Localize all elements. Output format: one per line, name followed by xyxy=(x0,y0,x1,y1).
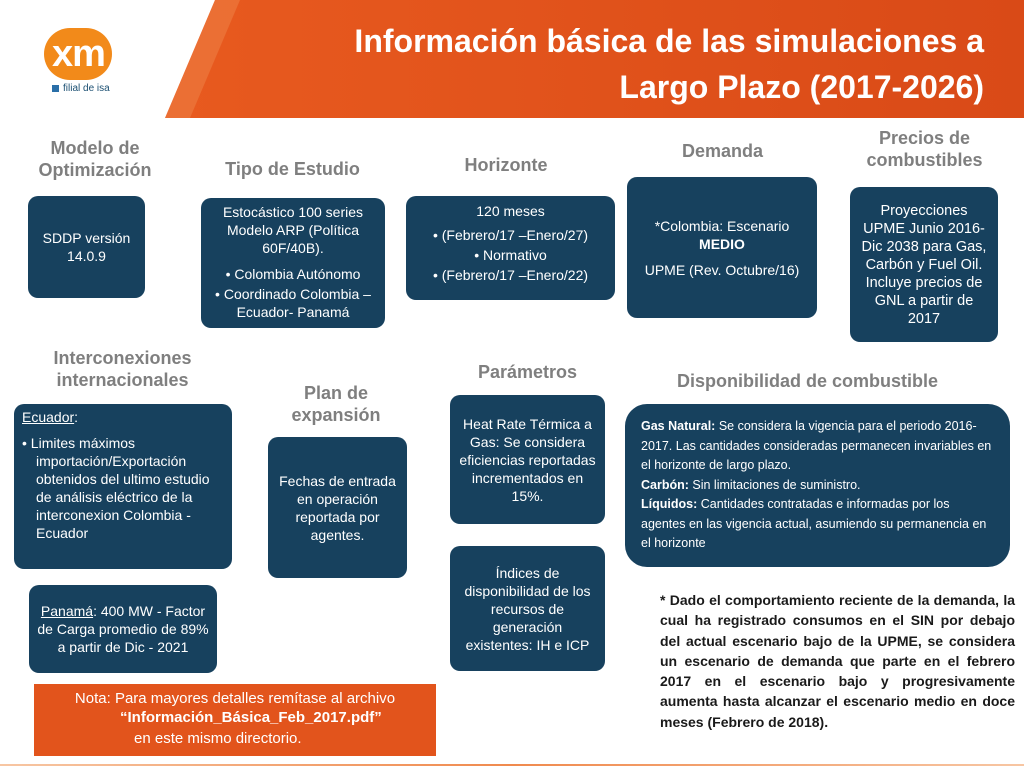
bottom-accent-line xyxy=(0,762,1024,768)
precios-text: Proyecciones UPME Junio 2016-Dic 2038 para Gas, Carbón y Fuel Oil. Incluye precios de GNL a partir de 2017 xyxy=(861,202,987,327)
logo-mark: xm xyxy=(52,33,105,75)
ecuador-bullet: • Limites máximos importación/Exportación obtenidos del ultimo estudio de análisis eléctrico de la interconexion Colombia - Ecuador xyxy=(22,434,224,542)
indices-box xyxy=(450,546,605,671)
tipo-list xyxy=(209,263,377,323)
horizonte-line1: 120 meses xyxy=(476,203,545,219)
tipo-intro: Estocástico 100 series Modelo ARP (Política 60F/40B). xyxy=(222,204,364,256)
demanda-line2: MEDIO xyxy=(699,235,745,252)
horizonte-bullet: • (Febrero/17 –Enero/22) xyxy=(433,266,588,284)
page-title: Información básica de las simulaciones a Largo Plazo (2017-2026) xyxy=(354,23,984,105)
ecuador-title: Ecuador: xyxy=(22,409,79,425)
liquidos-line: Líquidos: Cantidades contratadas e informadas por los agentes en las vigencia actual, asumiendo su permanencia en el horizonte xyxy=(641,497,987,551)
panama-box xyxy=(29,585,217,673)
indices-text: Índices de disponibilidad de los recursos de generación existentes: IH e ICP xyxy=(464,564,591,653)
ecuador-box xyxy=(14,404,232,569)
parametros-heading: Parámetros xyxy=(477,362,578,382)
nota-box xyxy=(34,684,436,756)
horizonte-heading: Horizonte xyxy=(464,155,548,175)
horizonte-list xyxy=(433,224,588,286)
modelo-text: SDDP versión 14.0.9 xyxy=(42,230,131,264)
demanda-box xyxy=(627,177,817,318)
demanda-heading: Demanda xyxy=(681,141,764,161)
precios-box xyxy=(850,187,998,342)
nota-line2: “Información_Básica_Feb_2017.pdf” xyxy=(120,709,382,726)
panama-label: Panamá xyxy=(40,603,94,619)
nota-line3: en este mismo directorio. xyxy=(134,730,302,747)
disponibilidad-heading: Disponibilidad de combustible xyxy=(676,371,939,391)
modelo-box xyxy=(28,196,145,298)
precios-heading: Precios de combustibles xyxy=(866,128,983,170)
plan-text: Fechas de entrada en operación reportada por agentes. xyxy=(279,472,396,543)
plan-heading: Plan de expansión xyxy=(291,383,381,425)
plan-box xyxy=(268,437,407,578)
tipo-heading: Tipo de Estudio xyxy=(225,159,360,179)
interconexiones-heading: Interconexiones internacionales xyxy=(53,348,192,390)
horizonte-bullet: • Normativo xyxy=(433,246,588,264)
modelo-heading: Modelo de Optimización xyxy=(38,138,152,180)
demand-footnote: * Dado el comportamiento reciente de la demanda, la cual ha registrado consumos en el SIN por debajo del actual escenario bajo de la UPME, se considera un escenario de demanda que parte en el febrero 2017 en el escenario bajo y progresivamente aumenta hasta alcanzar el escenario medio en doce meses (Febrero de 2018). xyxy=(660,592,1015,730)
ecuador-label: Ecuador xyxy=(22,409,75,425)
square-icon xyxy=(52,85,59,92)
heat-rate-box xyxy=(450,395,605,524)
demanda-line1: *Colombia: Escenario xyxy=(654,217,790,234)
tipo-bullet: • Coordinado Colombia – Ecuador- Panamá xyxy=(209,285,377,321)
panama-text: Panamá: 400 MW - Factor de Carga promedio de 89% a partir de Dic - 2021 xyxy=(37,603,209,655)
logo-subtitle: filial de isa xyxy=(52,83,110,94)
disponibilidad-box xyxy=(625,404,1010,567)
gas-natural-line: Gas Natural: Se considera la vigencia para el periodo 2016-2017. Las cantidades consideradas permanecen invariables en el horizonte de largo plazo. xyxy=(641,419,992,473)
horizonte-bullet: • (Febrero/17 –Enero/27) xyxy=(433,226,588,244)
tipo-bullet: • Colombia Autónomo xyxy=(209,265,377,283)
horizonte-box xyxy=(406,196,615,300)
ecuador-list xyxy=(22,432,224,544)
tipo-box xyxy=(201,198,385,328)
carbon-line: Carbón: Sin limitaciones de suministro. xyxy=(641,477,861,492)
demanda-line3: UPME (Rev. Octubre/16) xyxy=(644,261,800,278)
heat-rate-text: Heat Rate Térmica a Gas: Se considera eficiencias reportadas incrementados en 15%. xyxy=(459,415,596,504)
nota-line1: Nota: Para mayores detalles remítase al archivo xyxy=(74,690,396,707)
